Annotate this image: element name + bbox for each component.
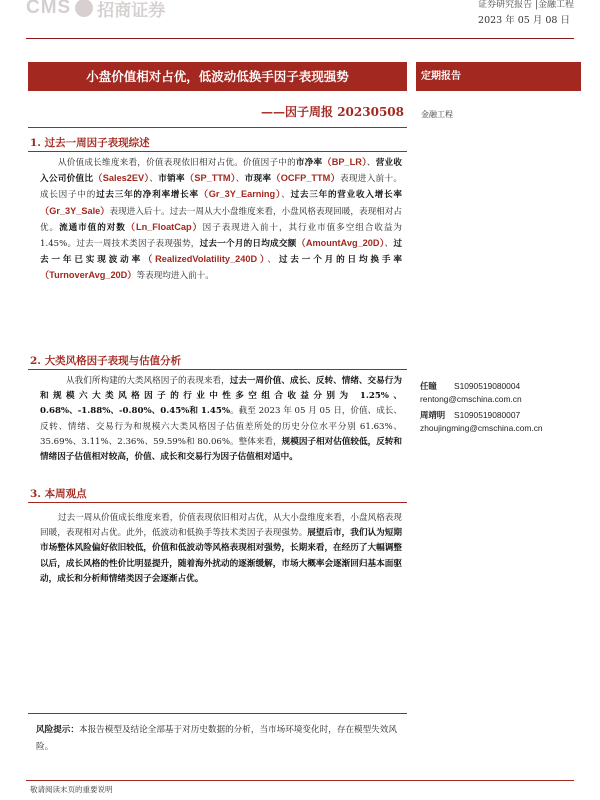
- logo-mark-icon: [75, 0, 93, 17]
- company-logo: [26, 0, 166, 21]
- section-3-heading: 3. 本周观点: [30, 488, 87, 500]
- analyst-2-line: [420, 409, 520, 421]
- analyst-1-line: [420, 380, 520, 392]
- risk-text: 本报告模型及结论全部基于对历史数据的分析，当市场环境变化时，存在模型失效风险。: [36, 725, 397, 752]
- section-1-divider: [28, 151, 407, 152]
- section-3-paragraph: 过去一周从价值成长维度来看，价值表现依旧相对占优，从大小盘维度来看，小盘风格表现回暖，表现相对占优。此外，低波动和低换手等技术类因子表现强势。展望后市，我们认为短期市场整体风险偏好依旧较低，价值和低波动等风格表现相对强势，长期来看，在经历了大幅调整以后，成长风格的性价比明显提升，随着海外扰动的逐渐缓解，市场大概率会逐渐回归基本面驱动，成长和分析师情绪类因子会逐渐占优。: [40, 513, 402, 584]
- footer-note: 敬请阅读末页的重要说明: [30, 785, 113, 794]
- report-category: 证券研究报告 |金融工程: [478, 0, 574, 10]
- report-subtitle: ——因子周报 20230508: [261, 105, 404, 119]
- header-divider: [26, 38, 574, 39]
- analyst-2-name: 周靖明: [420, 410, 446, 420]
- risk-divider: [28, 713, 407, 714]
- section-2-paragraph: 从我们所构建的大类风格因子的表现来看，过去一周价值、成长、反转、情绪、交易行为和规模六大类风格因子的行业中性多空组合收益分别为 1.25%、0.68%、-1.88%、-0.80%、0.45%和 1.45%。截至 2023 年 05 月 05 日，价值、成长、反转、情绪、交易行为和规模六大类风格因子估值差所处的历史分位水平分别 61.63%、35.69%、3.11%、2.36%、59.59%和 80.06%。整体来看，规模因子相对估值较低，反转和情绪因子估值相对较高，价值、成长和交易行为因子估值相对适中。: [40, 376, 403, 463]
- report-title: 小盘价值相对占优，低波动低换手因子表现强势: [28, 62, 407, 91]
- footer-divider: [26, 780, 574, 781]
- title-divider: [28, 127, 407, 128]
- report-date: 2023 年 05 月 08 日: [478, 15, 570, 26]
- section-2-divider: [28, 369, 407, 370]
- analyst-2-id: S1090519080007: [454, 410, 521, 420]
- risk-note: [36, 722, 402, 756]
- analyst-1-email[interactable]: rentong@cmschina.com.cn: [420, 394, 522, 404]
- risk-label: 风险提示：: [36, 725, 79, 735]
- section-1-heading: 1. 过去一周因子表现综述: [30, 137, 150, 149]
- logo-text-en: CMS: [26, 0, 72, 18]
- report-sub-label: 金融工程: [421, 110, 453, 119]
- section-1-paragraph: 从价值成长维度来看，价值表现依旧相对占优。价值因子中的市净率（BP_LR）、营业收入公司价值比（Sales2EV）、市销率（SP_TTM）、市现率（OCFP_TTM）表现进入前十。成长因子中的过去三年的净利率增长率（Gr_3Y_Earning）、过去三年的营业收入增长率（Gr_3Y_Sale）表现进入后十。过去一周从大小盘维度来看，小盘风格表现回暖，表现相对占优。流通市值的对数（Ln_FloatCap）因子表现进入前十，其行业市值多空组合收益为 1.45%。过去一周技术类因子表现强势，过去一个月的日均成交额（AmountAvg_20D）、过去一年已实现波动率（RealizedVolatility_240D）、过去一个月的日均换手率（TurnoverAvg_20D）等表现均进入前十。: [40, 157, 402, 282]
- analyst-1-name: 任瞳: [420, 381, 437, 391]
- report-type-label: 定期报告: [416, 62, 581, 91]
- section-3-divider: [28, 502, 407, 503]
- analyst-2-email[interactable]: zhoujingming@cmschina.com.cn: [420, 423, 543, 433]
- logo-text-cn: 招商证券: [97, 0, 166, 21]
- section-2-heading: 2. 大类风格因子表现与估值分析: [30, 355, 182, 367]
- analyst-1-id: S1090519080004: [454, 381, 521, 391]
